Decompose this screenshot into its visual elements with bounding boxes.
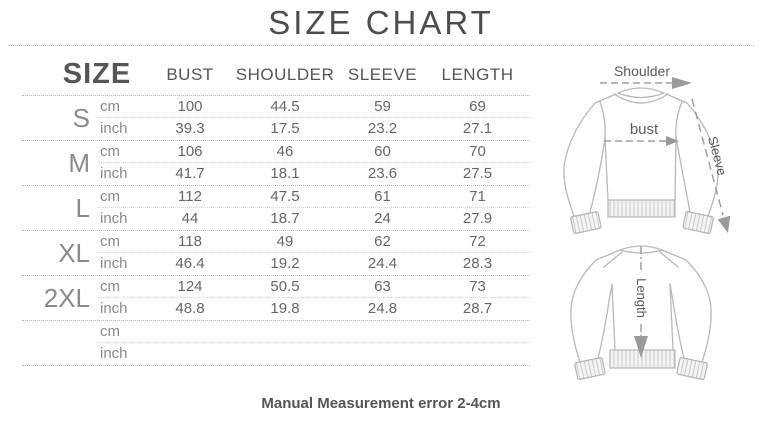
sweater-front-diagram [560,50,762,238]
cell-sleeve-inch: 24.4 [367,255,398,272]
cm-row [98,96,530,118]
cell-length-cm: 73 [469,278,486,295]
unit-label: inch [100,210,128,227]
cell-shoulder-cm: 46 [276,143,294,160]
cell-bust-inch [150,343,230,365]
cell-shoulder-cm: 50.5 [270,278,300,295]
unit-label: cm [100,98,120,115]
header-size: SIZE [62,58,132,90]
inch-row [98,208,530,230]
length-label: Length [634,278,649,318]
front-hem-band [608,200,675,217]
inch-row [98,253,530,275]
front-left-cuff [570,211,601,233]
cell-bust-inch: 39.3 [175,120,205,137]
sleeve-annotation [692,99,730,233]
unit-label: cm [100,278,120,295]
inch-row [98,343,530,365]
cell-sleeve-inch: 24 [374,210,391,227]
cell-length-inch: 28.7 [462,300,493,317]
unit-label: cm [100,188,120,205]
unit-label: inch [100,120,128,137]
cell-bust-cm [150,321,230,342]
cell-sleeve-inch [340,343,425,365]
sweater-front-outline [564,88,718,234]
cell-sleeve-inch: 23.2 [367,120,398,137]
size-label: M [68,148,90,178]
cell-length-inch [425,343,530,365]
measurement-error-note: Manual Measurement error 2-4cm [261,395,501,412]
sleeve-label: Sleeve [704,134,730,177]
cell-length-cm: 71 [469,188,486,205]
cell-bust-inch: 48.8 [175,300,205,317]
cell-shoulder-inch: 18.7 [270,210,300,227]
sweater-back-diagram [560,236,762,394]
cell-shoulder-inch: 19.8 [270,300,300,317]
page-title: SIZE CHART [268,4,494,41]
table-row-s [22,95,530,140]
sleeve-arrowhead-icon [718,216,731,233]
size-label: L [75,193,90,223]
cell-sleeve-inch: 23.6 [367,165,398,182]
shoulder-label: Shoulder [613,63,671,79]
title-divider [8,45,754,46]
cell-shoulder-inch [230,343,340,365]
unit-label: inch [100,165,128,182]
cell-bust-cm: 112 [178,188,202,205]
size-label: S [72,103,90,133]
cell-length-inch: 28.3 [462,255,493,272]
cell-length-inch: 27.9 [462,210,493,227]
cm-row [98,231,530,253]
header-length: LENGTH [441,64,514,84]
table-row-l [22,185,530,230]
cell-shoulder-cm: 49 [276,233,294,250]
cell-length-cm: 70 [469,143,486,160]
header-sleeve: SLEEVE [347,64,418,84]
cell-shoulder-inch: 17.5 [270,120,300,137]
cell-bust-cm: 106 [177,143,203,160]
unit-label: inch [100,300,128,317]
shoulder-annotation [600,63,692,89]
inch-row [98,163,530,185]
unit-label: cm [100,323,120,340]
size-label [22,321,98,365]
cell-length-inch: 27.1 [462,120,493,137]
cell-length-inch: 27.5 [462,165,493,182]
table-row-empty [22,320,530,365]
cell-sleeve-cm: 59 [374,98,391,115]
cell-bust-inch: 46.4 [175,255,205,272]
cell-bust-inch: 41.7 [175,165,205,182]
size-label: XL [58,238,90,268]
size-table [22,54,530,366]
cell-length-cm [425,321,530,342]
cell-shoulder-cm: 47.5 [270,188,300,205]
cell-bust-cm: 100 [177,98,203,115]
unit-label: cm [100,233,120,250]
table-row-m [22,140,530,185]
cell-sleeve-cm: 61 [374,188,391,205]
cell-sleeve-inch: 24.8 [367,300,398,317]
header-shoulder: SHOULDER [235,64,335,84]
table-row-2xl [22,275,530,320]
shoulder-arrowhead-icon [672,77,692,89]
cell-shoulder-cm: 44.5 [270,98,300,115]
unit-label: inch [100,345,128,362]
cm-row [98,186,530,208]
bust-label: bust [629,121,659,138]
cm-row [98,321,530,343]
unit-label: inch [100,255,128,272]
table-row-xl [22,230,530,275]
unit-label: cm [100,143,120,160]
cell-length-cm: 69 [469,98,486,115]
cell-shoulder-inch: 18.1 [270,165,300,182]
length-annotation [634,246,649,358]
cell-shoulder-cm [230,321,340,342]
header-bust: BUST [166,64,214,84]
cm-row [98,141,530,163]
cell-sleeve-cm: 63 [374,278,391,295]
inch-row [98,298,530,320]
cell-sleeve-cm: 60 [374,143,391,160]
cell-bust-cm: 118 [178,233,202,250]
cell-shoulder-inch: 19.2 [270,255,300,272]
cell-bust-inch: 44 [181,210,199,227]
table-header-row [22,54,530,95]
size-label: 2XL [43,283,90,313]
cm-row [98,276,530,298]
cell-bust-cm: 124 [177,278,203,295]
bust-annotation [604,121,679,146]
cell-sleeve-cm [340,321,425,342]
inch-row [98,118,530,140]
cell-sleeve-cm: 62 [374,233,391,250]
cell-length-cm: 72 [469,233,486,250]
